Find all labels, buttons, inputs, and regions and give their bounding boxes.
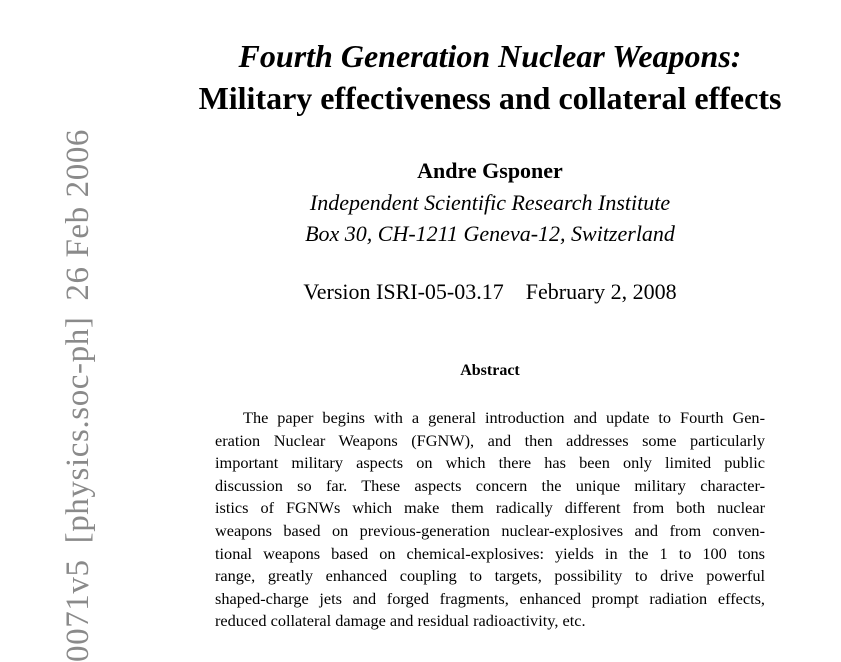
arxiv-id: 0071v5 xyxy=(60,559,96,662)
abstract-line: tional weapons based on chemical-explosives: yields in the 1 to 100 tons xyxy=(215,543,765,563)
arxiv-sidebar-stamp xyxy=(62,129,95,662)
abstract-line: range, greatly enhanced coupling to targets, possibility to drive powerful xyxy=(215,566,765,586)
paper-title: Fourth Generation Nuclear Weapons: xyxy=(238,38,742,74)
author-affiliation-address: Box 30, CH-1211 Geneva-12, Switzerland xyxy=(305,221,675,246)
abstract-heading: Abstract xyxy=(460,362,520,379)
arxiv-date: 26 Feb 2006 xyxy=(60,128,96,301)
abstract-line: eration Nuclear Weapons (FGNW), and then addresses some particularly xyxy=(215,430,765,450)
version-date: February 2, 2008 xyxy=(525,279,677,304)
version-line xyxy=(160,279,820,305)
abstract-line: shaped-charge jets and forged fragments, enhanced prompt radiation effects, xyxy=(215,588,765,608)
arxiv-category: [physics.soc-ph] xyxy=(60,316,96,544)
paper-subtitle: Military effectiveness and collateral effects xyxy=(198,80,782,116)
abstract-line: istics of FGNWs which make them radically different from both nuclear xyxy=(215,498,765,518)
author-affiliation-institute: Independent Scientific Research Institute xyxy=(309,190,671,215)
author-name: Andre Gsponer xyxy=(417,158,563,183)
abstract-line: weapons based on previous-generation nuclear-explosives and from conven- xyxy=(215,520,765,540)
abstract-line: reduced collateral damage and residual radioactivity, etc. xyxy=(215,611,586,631)
version-label: Version ISRI-05-03.17 xyxy=(303,279,504,304)
abstract-line: discussion so far. These aspects concern the unique military character- xyxy=(215,475,765,495)
abstract-line: The paper begins with a general introduction and update to Fourth Gen- xyxy=(243,408,765,427)
abstract-line: important military aspects on which there has been only limited public xyxy=(215,453,765,473)
abstract-body xyxy=(215,407,765,633)
